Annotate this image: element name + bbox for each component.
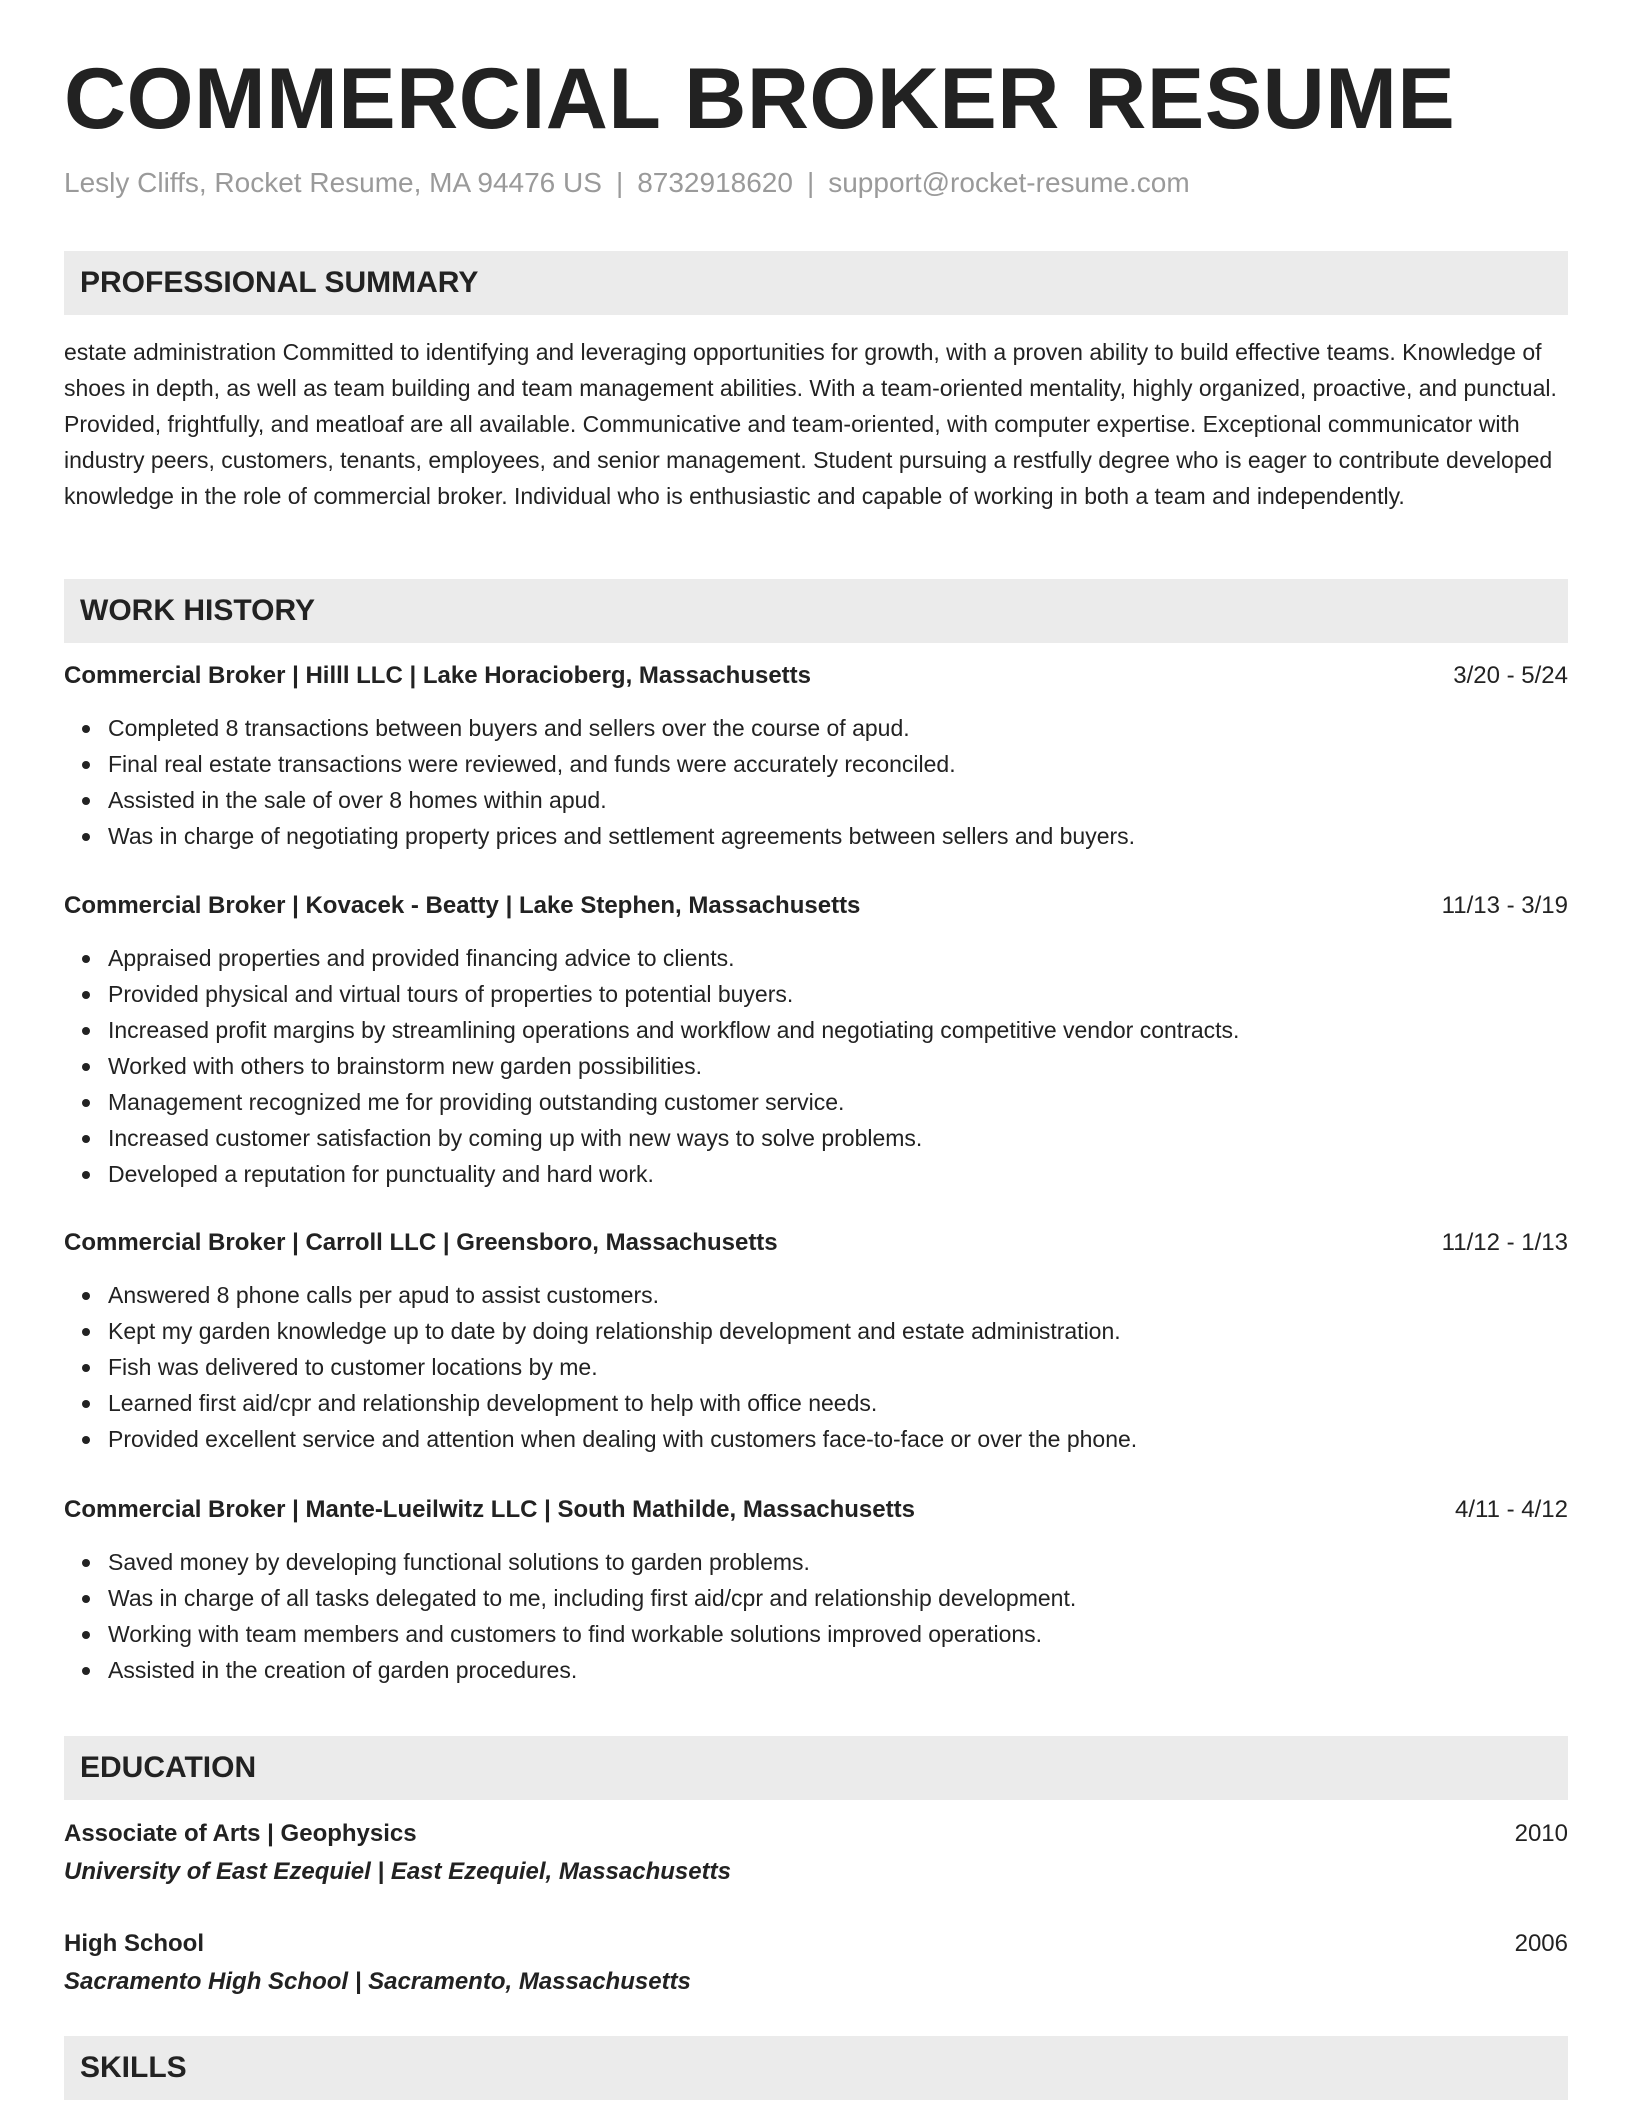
education-school: Sacramento High School | Sacramento, Massachusetts <box>64 1968 691 1995</box>
job-bullet: Fish was delivered to customer locations by me. <box>108 1349 1568 1385</box>
job-title: Commercial Broker | Kovacek - Beatty | Lake Stephen, Massachusetts <box>64 892 861 919</box>
job-entry <box>64 658 1568 854</box>
contact-email: support@rocket-resume.com <box>828 167 1190 198</box>
contact-separator: | <box>615 167 624 198</box>
job-dates: 11/12 - 1/13 <box>1441 1229 1568 1256</box>
job-bullet: Final real estate transactions were reviewed, and funds were accurately reconciled. <box>108 746 1568 782</box>
job-title: Commercial Broker | Hilll LLC | Lake Horacioberg, Massachusetts <box>64 662 811 689</box>
summary-text: estate administration Committed to identifying and leveraging opportunities for growth, with a proven ability to build effective teams. Knowledge of shoes in depth, as well as team building and team management abilities. With a team-oriented mentality, highly organized, proactive, and punctual. Provided, frightfully, and meatloaf are all available. Communicative and team-oriented, with computer expertise. Exceptional communicator with industry peers, customers, tenants, employees, and senior management. Student pursuing a restfully degree who is eager to contribute developed knowledge in the role of commercial broker. Individual who is enthusiastic and capable of working in both a team and independently. <box>64 339 1557 509</box>
job-bullet: Management recognized me for providing outstanding customer service. <box>108 1084 1568 1120</box>
job-bullet: Working with team members and customers to find workable solutions improved operations. <box>108 1616 1568 1652</box>
section-title: SKILLS <box>80 2051 187 2084</box>
job-bullet: Appraised properties and provided financing advice to clients. <box>108 940 1568 976</box>
job-bullet: Worked with others to brainstorm new garden possibilities. <box>108 1048 1568 1084</box>
job-bullet: Saved money by developing functional solutions to garden problems. <box>108 1544 1568 1580</box>
job-bullet: Was in charge of negotiating property prices and settlement agreements between sellers and buyers. <box>108 818 1568 854</box>
contact-line <box>64 166 1190 200</box>
job-bullet: Learned first aid/cpr and relationship development to help with office needs. <box>108 1385 1568 1421</box>
contact-phone: 8732918620 <box>637 167 793 198</box>
job-bullet: Was in charge of all tasks delegated to me, including first aid/cpr and relationship development. <box>108 1580 1568 1616</box>
education-year: 2006 <box>1514 1930 1568 1957</box>
section-header-education <box>64 1736 1568 1800</box>
section-title: EDUCATION <box>80 1751 257 1784</box>
job-bullet: Developed a reputation for punctuality and hard work. <box>108 1156 1568 1192</box>
job-entry <box>64 1225 1568 1457</box>
job-bullet: Kept my garden knowledge up to date by doing relationship development and estate administration. <box>108 1313 1568 1349</box>
education-entry <box>64 1926 1568 2000</box>
job-bullet: Completed 8 transactions between buyers and sellers over the course of apud. <box>108 710 1568 746</box>
contact-address: Lesly Cliffs, Rocket Resume, MA 94476 US <box>64 167 602 198</box>
education-year: 2010 <box>1514 1820 1568 1847</box>
job-entry <box>64 888 1568 1192</box>
job-bullets <box>64 940 1568 1192</box>
job-title: Commercial Broker | Carroll LLC | Greensboro, Massachusetts <box>64 1229 778 1256</box>
education-degree: Associate of Arts | Geophysics <box>64 1820 417 1847</box>
job-title: Commercial Broker | Mante-Lueilwitz LLC | South Mathilde, Massachusetts <box>64 1496 915 1523</box>
job-bullet: Provided excellent service and attention when dealing with customers face-to-face or over the phone. <box>108 1421 1568 1457</box>
contact-separator: | <box>806 167 815 198</box>
section-header-summary <box>64 251 1568 315</box>
section-title: WORK HISTORY <box>80 594 316 627</box>
job-dates: 3/20 - 5/24 <box>1453 662 1568 689</box>
job-bullet: Answered 8 phone calls per apud to assist customers. <box>108 1277 1568 1313</box>
section-header-work-history <box>64 579 1568 643</box>
job-bullets <box>64 1544 1568 1688</box>
job-bullet: Assisted in the sale of over 8 homes within apud. <box>108 782 1568 818</box>
job-bullet: Increased customer satisfaction by coming up with new ways to solve problems. <box>108 1120 1568 1156</box>
education-degree: High School <box>64 1930 204 1957</box>
education-entry <box>64 1816 1568 1890</box>
job-entry <box>64 1492 1568 1688</box>
job-dates: 11/13 - 3/19 <box>1441 892 1568 919</box>
resume-title: COMMERCIAL BROKER RESUME <box>64 51 1456 147</box>
job-bullet: Increased profit margins by streamlining operations and workflow and negotiating competitive vendor contracts. <box>108 1012 1568 1048</box>
section-title: PROFESSIONAL SUMMARY <box>80 266 479 299</box>
job-dates: 4/11 - 4/12 <box>1455 1496 1568 1523</box>
job-bullets <box>64 1277 1568 1457</box>
job-bullet: Assisted in the creation of garden procedures. <box>108 1652 1568 1688</box>
job-bullet: Provided physical and virtual tours of properties to potential buyers. <box>108 976 1568 1012</box>
job-bullets <box>64 710 1568 854</box>
education-school: University of East Ezequiel | East Ezequiel, Massachusetts <box>64 1858 731 1885</box>
section-header-skills <box>64 2036 1568 2100</box>
